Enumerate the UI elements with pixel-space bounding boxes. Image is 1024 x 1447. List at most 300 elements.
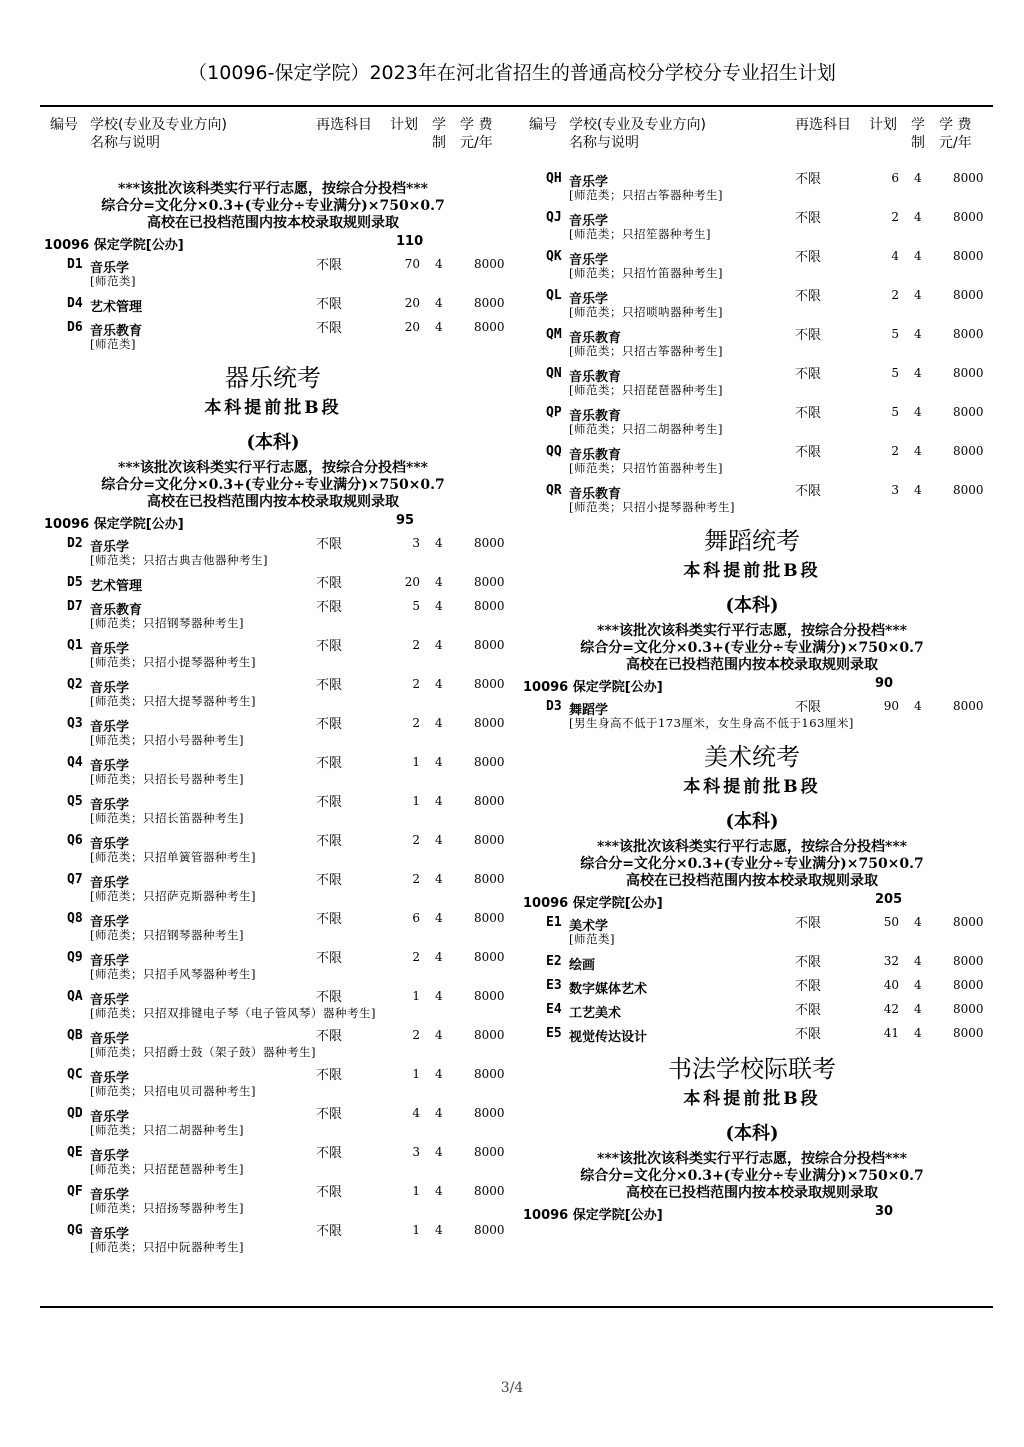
major-code: E5 <box>546 1026 562 1041</box>
header-fee-l1: 学 费 <box>460 117 493 133</box>
major-name: 音乐教育 <box>90 324 143 339</box>
major-name: 艺术管理 <box>90 579 143 594</box>
major-row <box>40 986 506 1006</box>
major-name: 音乐学 <box>569 175 609 190</box>
major-code: D1 <box>67 257 83 272</box>
major-years: 4 <box>435 794 443 808</box>
header-fee-l1: 学 费 <box>939 117 972 133</box>
major-subject: 不限 <box>795 484 822 499</box>
major-code: D4 <box>67 296 83 311</box>
header-school-l2: 名称与说明 <box>90 135 160 151</box>
major-note: [师范类；只招唢呐器种考生] <box>569 305 723 319</box>
major-row <box>40 674 506 694</box>
major-fee: 8000 <box>953 288 984 302</box>
major-fee: 8000 <box>474 638 505 652</box>
major-code: D6 <box>67 320 83 335</box>
major-note: [师范类] <box>569 932 615 946</box>
major-years: 4 <box>435 599 443 613</box>
major-row <box>40 1064 506 1084</box>
major-subject: 不限 <box>316 1146 343 1161</box>
major-note: [师范类；只招长号器种考生] <box>90 772 244 786</box>
major-plan: 1 <box>412 1067 420 1081</box>
major-years: 4 <box>914 288 922 302</box>
major-years: 4 <box>435 755 443 769</box>
major-name: 音乐学 <box>90 642 130 657</box>
header-years-l2: 制 <box>911 135 925 151</box>
major-note: [师范类；只招二胡器种考生] <box>569 422 723 436</box>
admission-rules: ***该批次该科类实行平行志愿，按综合分投档*** 综合分=文化分×0.3+(专业分÷专业满分)×750×0.7 高校在已投档范围内按本校录取规则录取 <box>101 460 445 510</box>
major-plan: 3 <box>891 483 899 497</box>
major-plan: 5 <box>412 599 420 613</box>
major-row <box>40 1181 506 1201</box>
major-plan: 2 <box>891 210 899 224</box>
major-list <box>519 696 985 735</box>
major-code: E4 <box>546 1002 562 1017</box>
major-code: D5 <box>67 575 83 590</box>
header-school-l1: 学校(专业及专业方向) <box>569 117 706 133</box>
major-subject: 不限 <box>316 795 343 810</box>
major-name: 数字媒体艺术 <box>569 982 648 997</box>
major-plan: 90 <box>883 699 899 713</box>
major-subject: 不限 <box>316 717 343 732</box>
major-note: [师范类；只招竹笛器种考生] <box>569 266 723 280</box>
major-list <box>40 533 506 1259</box>
major-row <box>40 869 506 889</box>
major-years: 4 <box>914 699 922 713</box>
major-code: Q1 <box>67 638 83 653</box>
major-name: 音乐学 <box>90 837 130 852</box>
major-note: [师范类；只招小号器种考生] <box>90 733 244 747</box>
major-name: 音乐学 <box>90 876 130 891</box>
major-plan: 5 <box>891 405 899 419</box>
major-subject: 不限 <box>316 1068 343 1083</box>
major-fee: 8000 <box>953 1026 984 1040</box>
admission-rules: ***该批次该科类实行平行志愿，按综合分投档*** 综合分=文化分×0.3+(专业分÷专业满分)×750×0.7 高校在已投档范围内按本校录取规则录取 <box>580 623 924 673</box>
major-subject: 不限 <box>795 211 822 226</box>
major-note: [师范类；只招大提琴器种考生] <box>90 694 256 708</box>
section-name: 器乐统考 <box>225 364 321 392</box>
admission-rules: ***该批次该科类实行平行志愿，按综合分投档*** 综合分=文化分×0.3+(专业分÷专业满分)×750×0.7 高校在已投档范围内按本校录取规则录取 <box>580 1151 924 1201</box>
major-subject: 不限 <box>316 1224 343 1239</box>
major-note: [男生身高不低于173厘米，女生身高不低于163厘米] <box>569 716 854 730</box>
major-years: 4 <box>435 911 443 925</box>
major-plan: 40 <box>883 978 899 992</box>
major-note: [师范类；只招古筝器种考生] <box>569 188 723 202</box>
major-row <box>519 999 985 1019</box>
major-name: 舞蹈学 <box>569 703 609 718</box>
major-note: [师范类；只招竹笛器种考生] <box>569 461 723 475</box>
major-years: 4 <box>435 638 443 652</box>
major-name: 绘画 <box>569 958 596 973</box>
major-code: D7 <box>67 599 83 614</box>
major-name: 音乐学 <box>90 993 130 1008</box>
major-subject: 不限 <box>316 990 343 1005</box>
major-list <box>519 912 985 1047</box>
major-note: [师范类；只招二胡器种考生] <box>90 1123 244 1137</box>
major-years: 4 <box>435 1067 443 1081</box>
major-plan: 2 <box>412 716 420 730</box>
major-plan: 5 <box>891 366 899 380</box>
major-plan: 2 <box>891 288 899 302</box>
header-school-l2: 名称与说明 <box>569 135 639 151</box>
major-years: 4 <box>914 1002 922 1016</box>
header-plan: 计划 <box>390 117 418 133</box>
major-note: [师范类；只招中阮器种考生] <box>90 1240 244 1254</box>
major-row <box>40 254 506 274</box>
major-plan: 1 <box>412 1223 420 1237</box>
major-years: 4 <box>435 536 443 550</box>
major-years: 4 <box>914 171 922 185</box>
major-name: 工艺美术 <box>569 1006 622 1021</box>
major-fee: 8000 <box>474 794 505 808</box>
major-note: [师范类] <box>90 337 136 351</box>
major-row <box>519 912 985 932</box>
major-fee: 8000 <box>953 978 984 992</box>
major-code: QE <box>67 1145 83 1160</box>
major-name: 音乐学 <box>569 292 609 307</box>
major-name: 美术学 <box>569 919 609 934</box>
major-row <box>40 830 506 850</box>
school-row: 10096 保定学院[公办] 205 <box>523 892 903 911</box>
major-code: QD <box>67 1106 83 1121</box>
major-code: QC <box>67 1067 83 1082</box>
header-years-l2: 制 <box>432 135 446 151</box>
major-fee: 8000 <box>474 1145 505 1159</box>
major-note: [师范类；只招扬琴器种考生] <box>90 1201 244 1215</box>
major-years: 4 <box>914 954 922 968</box>
major-plan: 6 <box>891 171 899 185</box>
major-plan: 3 <box>412 536 420 550</box>
major-name: 音乐学 <box>90 1110 130 1125</box>
header-years-l1: 学 <box>432 117 446 133</box>
major-plan: 3 <box>412 1145 420 1159</box>
major-fee: 8000 <box>474 677 505 691</box>
section-batch: 本科提前批B段 <box>204 398 342 418</box>
major-row <box>40 317 506 337</box>
major-row <box>519 951 985 971</box>
major-subject: 不限 <box>316 639 343 654</box>
major-years: 4 <box>435 1184 443 1198</box>
major-row <box>40 533 506 553</box>
school-row: 10096 保定学院[公办] 30 <box>523 1204 894 1223</box>
major-plan: 2 <box>412 872 420 886</box>
major-code: E1 <box>546 915 562 930</box>
major-plan: 42 <box>883 1002 899 1016</box>
section-batch: 本科提前批B段 <box>683 561 821 581</box>
major-fee: 8000 <box>474 833 505 847</box>
major-name: 音乐学 <box>569 214 609 229</box>
major-subject: 不限 <box>316 1107 343 1122</box>
major-subject: 不限 <box>795 955 822 970</box>
page-number: 3/4 <box>500 1380 524 1396</box>
section-batch: 本科提前批B段 <box>683 1089 821 1109</box>
major-row <box>519 246 985 266</box>
major-fee: 8000 <box>474 950 505 964</box>
major-list <box>40 254 506 356</box>
major-fee: 8000 <box>474 257 505 271</box>
major-row <box>519 324 985 344</box>
major-subject: 不限 <box>316 297 343 312</box>
major-fee: 8000 <box>474 599 505 613</box>
major-note: [师范类；只招小提琴器种考生] <box>90 655 256 669</box>
major-fee: 8000 <box>953 699 984 713</box>
major-name: 音乐学 <box>90 681 130 696</box>
left-column <box>40 181 506 1259</box>
major-subject: 不限 <box>795 1027 822 1042</box>
major-fee: 8000 <box>474 989 505 1003</box>
major-plan: 2 <box>412 1028 420 1042</box>
major-name: 音乐学 <box>90 1071 130 1086</box>
major-subject: 不限 <box>316 912 343 927</box>
major-plan: 2 <box>891 444 899 458</box>
major-code: QB <box>67 1028 83 1043</box>
major-note: [师范类；只招电贝司器种考生] <box>90 1084 256 1098</box>
major-plan: 41 <box>883 1026 899 1040</box>
major-row <box>519 975 985 995</box>
major-code: QG <box>67 1223 83 1238</box>
section-level: (本科) <box>725 1123 779 1144</box>
major-fee: 8000 <box>953 171 984 185</box>
section-batch: 本科提前批B段 <box>683 777 821 797</box>
bottom-rule <box>40 1306 993 1308</box>
major-name: 音乐学 <box>90 261 130 276</box>
major-code: QA <box>67 989 83 1004</box>
major-subject: 不限 <box>795 1003 822 1018</box>
major-name: 音乐教育 <box>90 603 143 618</box>
major-code: E2 <box>546 954 562 969</box>
major-fee: 8000 <box>953 483 984 497</box>
header-years-l1: 学 <box>911 117 925 133</box>
major-fee: 8000 <box>474 296 505 310</box>
major-row <box>40 713 506 733</box>
major-plan: 2 <box>412 638 420 652</box>
major-plan: 70 <box>404 257 420 271</box>
major-fee: 8000 <box>474 755 505 769</box>
major-subject: 不限 <box>316 1029 343 1044</box>
major-plan: 4 <box>412 1106 420 1120</box>
major-subject: 不限 <box>795 367 822 382</box>
major-fee: 8000 <box>474 1028 505 1042</box>
major-fee: 8000 <box>953 954 984 968</box>
section-level: (本科) <box>725 595 779 616</box>
major-fee: 8000 <box>953 405 984 419</box>
major-name: 音乐学 <box>569 253 609 268</box>
major-note: [师范类；只招萨克斯器种考生] <box>90 889 256 903</box>
major-years: 4 <box>435 1145 443 1159</box>
major-plan: 1 <box>412 1184 420 1198</box>
major-plan: 2 <box>412 833 420 847</box>
major-fee: 8000 <box>953 1002 984 1016</box>
major-name: 音乐学 <box>90 798 130 813</box>
major-code: QL <box>546 288 562 303</box>
header-code: 编号 <box>529 117 557 133</box>
header-fee-l2: 元/年 <box>939 135 972 151</box>
major-years: 4 <box>914 1026 922 1040</box>
school-row: 10096 保定学院[公办] 95 <box>44 513 415 532</box>
major-name: 音乐学 <box>90 540 130 555</box>
header-fee-l2: 元/年 <box>460 135 493 151</box>
major-code: QH <box>546 171 562 186</box>
major-note: [师范类] <box>90 274 136 288</box>
major-name: 音乐学 <box>90 1149 130 1164</box>
major-note: [师范类；只招手风琴器种考生] <box>90 967 256 981</box>
major-plan: 1 <box>412 989 420 1003</box>
major-name: 音乐教育 <box>569 448 622 463</box>
major-years: 4 <box>435 677 443 691</box>
major-years: 4 <box>435 1106 443 1120</box>
major-fee: 8000 <box>474 716 505 730</box>
major-fee: 8000 <box>953 915 984 929</box>
major-row <box>40 1025 506 1045</box>
major-fee: 8000 <box>474 1184 505 1198</box>
major-plan: 2 <box>412 950 420 964</box>
major-code: QM <box>546 327 562 342</box>
major-subject: 不限 <box>316 834 343 849</box>
major-fee: 8000 <box>953 444 984 458</box>
major-note: [师范类；只招单簧管器种考生] <box>90 850 256 864</box>
major-years: 4 <box>914 210 922 224</box>
major-years: 4 <box>914 366 922 380</box>
major-row <box>40 752 506 772</box>
major-years: 4 <box>435 1028 443 1042</box>
major-years: 4 <box>435 833 443 847</box>
major-plan: 20 <box>404 296 420 310</box>
major-row <box>519 480 985 500</box>
major-subject: 不限 <box>316 1185 343 1200</box>
major-fee: 8000 <box>474 536 505 550</box>
major-name: 音乐学 <box>90 759 130 774</box>
major-code: Q8 <box>67 911 83 926</box>
major-years: 4 <box>914 978 922 992</box>
major-list <box>519 168 985 519</box>
section-name: 美术统考 <box>704 743 800 771</box>
major-row <box>40 635 506 655</box>
major-subject: 不限 <box>316 678 343 693</box>
major-subject: 不限 <box>316 537 343 552</box>
admission-rules: ***该批次该科类实行平行志愿，按综合分投档*** 综合分=文化分×0.3+(专业分÷专业满分)×750×0.7 高校在已投档范围内按本校录取规则录取 <box>101 181 445 231</box>
major-code: QN <box>546 366 562 381</box>
major-fee: 8000 <box>474 575 505 589</box>
major-note: [师范类；只招钢琴器种考生] <box>90 928 244 942</box>
major-subject: 不限 <box>795 172 822 187</box>
major-note: [师范类；只招琵琶器种考生] <box>90 1162 244 1176</box>
section-level: (本科) <box>246 432 300 453</box>
major-name: 视觉传达设计 <box>569 1030 648 1045</box>
major-fee: 8000 <box>474 872 505 886</box>
header-subject: 再选科目 <box>316 117 372 133</box>
major-fee: 8000 <box>474 911 505 925</box>
major-subject: 不限 <box>316 873 343 888</box>
major-years: 4 <box>435 320 443 334</box>
header-code: 编号 <box>50 117 78 133</box>
major-fee: 8000 <box>474 1067 505 1081</box>
major-row <box>40 572 506 592</box>
major-years: 4 <box>435 296 443 310</box>
page-title: （10096-保定学院）2023年在河北省招生的普通高校分学校分专业招生计划 <box>188 62 836 84</box>
header-subject: 再选科目 <box>795 117 851 133</box>
major-plan: 6 <box>412 911 420 925</box>
major-name: 音乐学 <box>90 1032 130 1047</box>
major-row <box>40 293 506 313</box>
major-years: 4 <box>435 989 443 1003</box>
major-note: [师范类；只招长笛器种考生] <box>90 811 244 825</box>
section-name: 舞蹈统考 <box>704 527 800 555</box>
major-row <box>40 596 506 616</box>
major-name: 音乐学 <box>90 720 130 735</box>
major-plan: 20 <box>404 320 420 334</box>
major-code: Q6 <box>67 833 83 848</box>
major-note: [师范类；只招钢琴器种考生] <box>90 616 244 630</box>
header-plan: 计划 <box>869 117 897 133</box>
major-code: QJ <box>546 210 562 225</box>
major-row <box>40 947 506 967</box>
major-years: 4 <box>914 483 922 497</box>
major-code: D2 <box>67 536 83 551</box>
major-name: 音乐教育 <box>569 487 622 502</box>
major-row <box>519 402 985 422</box>
major-note: [师范类；只招笙器种考生] <box>569 227 711 241</box>
major-plan: 4 <box>891 249 899 263</box>
major-code: QR <box>546 483 562 498</box>
major-row <box>519 441 985 461</box>
major-plan: 2 <box>412 677 420 691</box>
major-subject: 不限 <box>795 250 822 265</box>
major-subject: 不限 <box>316 600 343 615</box>
header-school-l1: 学校(专业及专业方向) <box>90 117 227 133</box>
major-row <box>519 1023 985 1043</box>
major-name: 音乐学 <box>90 954 130 969</box>
major-subject: 不限 <box>316 258 343 273</box>
major-note: [师范类；只招爵士鼓（架子鼓）器种考生] <box>90 1045 316 1059</box>
school-row: 10096 保定学院[公办] 110 <box>44 234 424 253</box>
major-years: 4 <box>914 249 922 263</box>
major-row <box>519 696 985 716</box>
major-years: 4 <box>914 444 922 458</box>
major-fee: 8000 <box>953 210 984 224</box>
major-row <box>519 285 985 305</box>
major-code: Q3 <box>67 716 83 731</box>
major-plan: 32 <box>883 954 899 968</box>
major-subject: 不限 <box>316 951 343 966</box>
major-plan: 50 <box>883 915 899 929</box>
major-years: 4 <box>914 327 922 341</box>
major-subject: 不限 <box>795 916 822 931</box>
major-note: [师范类；只招古典吉他器种考生] <box>90 553 268 567</box>
major-years: 4 <box>435 575 443 589</box>
major-code: Q7 <box>67 872 83 887</box>
major-subject: 不限 <box>316 321 343 336</box>
major-years: 4 <box>435 872 443 886</box>
major-name: 音乐学 <box>90 1188 130 1203</box>
major-row <box>519 363 985 383</box>
major-name: 音乐教育 <box>569 409 622 424</box>
major-years: 4 <box>435 950 443 964</box>
major-plan: 1 <box>412 794 420 808</box>
admission-rules: ***该批次该科类实行平行志愿，按综合分投档*** 综合分=文化分×0.3+(专业分÷专业满分)×750×0.7 高校在已投档范围内按本校录取规则录取 <box>580 839 924 889</box>
major-subject: 不限 <box>795 979 822 994</box>
school-row: 10096 保定学院[公办] 90 <box>523 676 894 695</box>
major-row <box>40 791 506 811</box>
major-years: 4 <box>435 716 443 730</box>
major-note: [师范类；只招琵琶器种考生] <box>569 383 723 397</box>
major-years: 4 <box>435 257 443 271</box>
right-column <box>519 168 985 1224</box>
major-fee: 8000 <box>474 320 505 334</box>
major-code: QQ <box>546 444 562 459</box>
major-plan: 1 <box>412 755 420 769</box>
major-years: 4 <box>914 405 922 419</box>
major-subject: 不限 <box>795 328 822 343</box>
